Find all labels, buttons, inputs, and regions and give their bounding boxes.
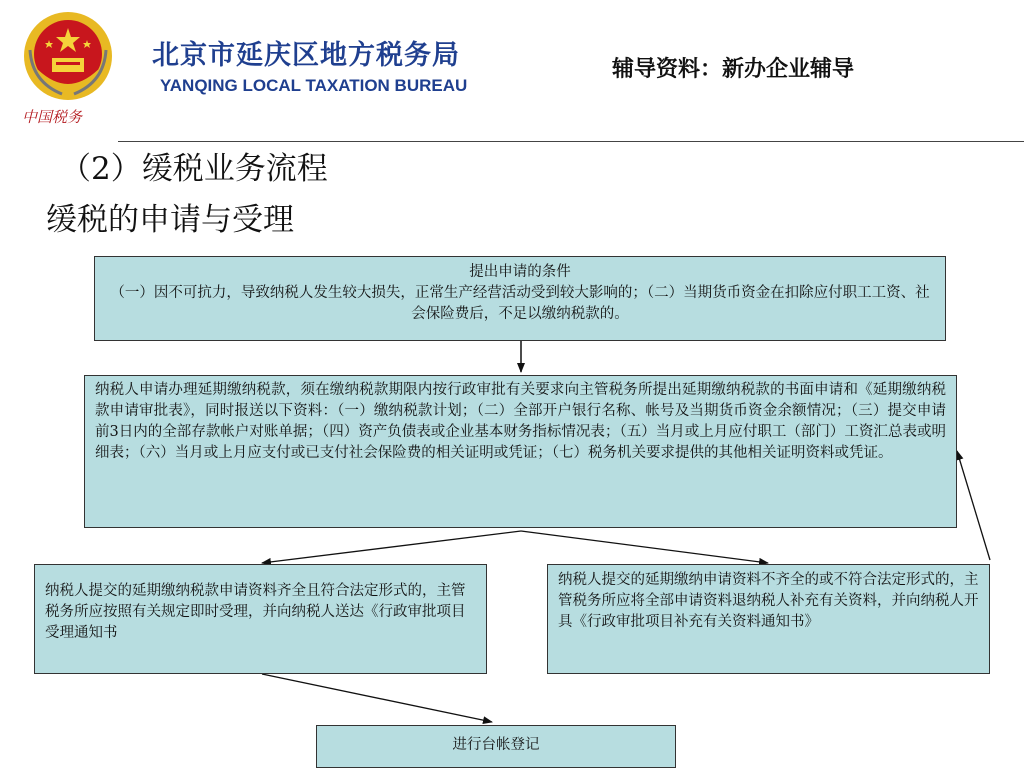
rejected-box [547, 564, 990, 674]
application-text: 纳税人申请办理延期缴纳税款，须在缴纳税款期限内按行政审批有关要求向主管税务所提出延期缴纳税款的书面申请和《延期缴纳税款申请审批表》，同时报送以下资料：（一）缴纳税款计划；（二）全部开户银行名称、帐号及当期货币资金余额情况；（三）提交申请前3日内的全部存款帐户对账单据；（四）资产负债表或企业基本财务指标情况表；（五）当月或上月应付职工（部门）工资汇总表或明细表；（六）当月或上月应支付或已支付社会保险费的相关证明或凭证；（七）税务机关要求提供的其他相关证明资料或凭证。 [95, 382, 946, 461]
conditions-text: （一）因不可抗力，导致纳税人发生较大损失，正常生产经营活动受到较大影响的；（二）当期货币资金在扣除应付职工工资、社会保险费后，不足以缴纳税款的。 [110, 285, 930, 322]
arrow-rejected-back-to-application [957, 451, 990, 560]
register-text: 进行台帐登记 [452, 737, 540, 753]
accepted-text: 纳税人提交的延期缴纳税款申请资料齐全且符合法定形式的，主管税务所应按照有关规定即时受理，并向纳税人送达《行政审批项目受理通知书 [45, 583, 466, 641]
arrow-application-to-accepted [262, 531, 521, 563]
org-name-english: YANQING LOCAL TAXATION BUREAU [160, 76, 468, 95]
header-divider [118, 141, 1024, 142]
seal-signature: 中国税务 [22, 108, 83, 126]
document-subtitle: 辅导资料：新办企业辅导 [612, 57, 855, 82]
section-subtitle: 缓税的申请与受理 [46, 202, 294, 238]
national-emblem-icon [22, 10, 114, 102]
rejected-text: 纳税人提交的延期缴纳申请资料不齐全的或不符合法定形式的，主管税务所应将全部申请资料退纳税人补充有关资料，并向纳税人开具《行政审批项目补充有关资料通知书》 [558, 572, 979, 630]
org-name-chinese: 北京市延庆区地方税务局 [152, 40, 460, 71]
conditions-box [94, 256, 946, 341]
arrow-application-to-rejected [521, 531, 768, 563]
arrow-accepted-to-register [262, 674, 492, 722]
register-box [316, 725, 676, 768]
header [0, 0, 1024, 142]
section-title: （2）缓税业务流程 [60, 151, 328, 187]
conditions-title: 提出申请的条件 [469, 264, 571, 280]
accepted-box [34, 564, 487, 674]
application-box [84, 375, 957, 528]
